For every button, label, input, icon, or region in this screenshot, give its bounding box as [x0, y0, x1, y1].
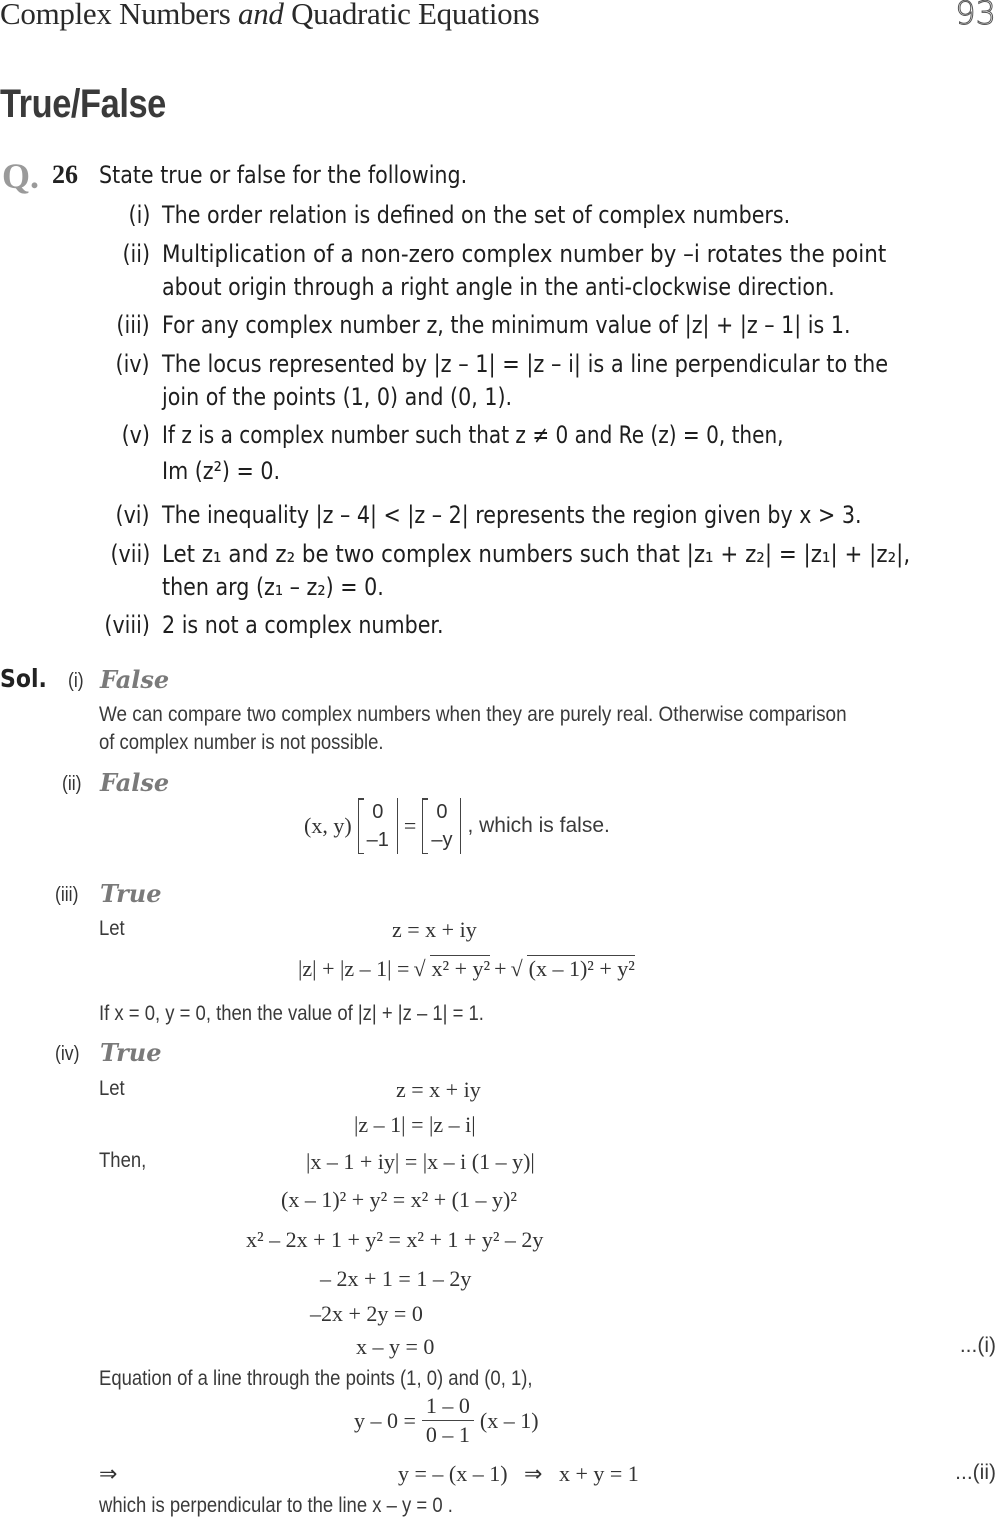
matrix-entry: –y — [431, 829, 453, 851]
item-text: then arg (z₁ – z₂) = 0. — [162, 573, 384, 601]
matrix-entry: 0 — [436, 801, 448, 823]
equation: x – y = 0 — [356, 1334, 435, 1359]
verdict-false: False — [100, 768, 170, 797]
header-title-part1: Complex Numbers — [0, 0, 231, 31]
solution-text: which is perpendicular to the line x – y = 0 . — [99, 1494, 453, 1517]
equation-tail: , which is false. — [467, 814, 610, 837]
item-text: about origin through a right angle in the anti-clockwise direction. — [162, 273, 835, 301]
item-label: (v) — [121, 421, 150, 449]
question-number: 26 — [52, 160, 78, 189]
item-text: The order relation is defined on the set of complex numbers. — [162, 201, 791, 229]
matrix-equation — [304, 798, 610, 854]
solution-marker: Sol. — [0, 664, 47, 693]
equation-lhs: y – 0 = — [354, 1407, 416, 1433]
page-number: 93 — [955, 0, 996, 32]
equation-lhs: (x, y) — [304, 813, 352, 838]
equals-sign: = — [403, 813, 417, 838]
implies-icon: ⇒ — [99, 1461, 118, 1486]
equation-tag: ...(ii) — [955, 1461, 996, 1484]
question-marker: Q. — [2, 156, 40, 196]
equation-tag: ...(i) — [959, 1334, 996, 1357]
solution-text: Equation of a line through the points (1, 0) and (0, 1), — [99, 1367, 533, 1390]
solution-text: If x = 0, y = 0, then the value of |z| + |z – 1| = 1. — [99, 1002, 484, 1025]
header-title-connector: and — [238, 0, 284, 31]
item-text: The locus represented by |z – 1| = |z – i| is a line perpendicular to the — [162, 350, 889, 378]
item-label: (iv) — [115, 350, 150, 378]
column-matrix — [358, 798, 398, 854]
item-label: (vi) — [115, 501, 150, 529]
sqrt-icon: √ — [510, 955, 523, 981]
solution-part-label: (ii) — [62, 773, 82, 795]
let-word: Let — [99, 1077, 125, 1100]
equation-lhs: |z| + |z – 1| = — [298, 955, 410, 981]
solution-text: We can compare two complex numbers when they are purely real. Otherwise comparison — [99, 703, 847, 726]
matrix-entry: –1 — [366, 829, 389, 851]
section-title: True/False — [0, 82, 166, 126]
running-header-title — [0, 0, 539, 32]
equation: y = – (x – 1) ⇒ x + y = 1 — [398, 1461, 639, 1486]
denominator: 0 – 1 — [425, 1422, 470, 1447]
plus-sign: + — [494, 955, 507, 981]
fraction — [422, 1392, 474, 1449]
equation: (x – 1)² + y² = x² + (1 – y)² — [281, 1187, 517, 1212]
verdict-true: True — [100, 879, 162, 908]
matrix-entry: 0 — [372, 801, 384, 823]
sqrt-icon: √ — [413, 955, 426, 981]
item-text: The inequality |z – 4| < |z – 2| represents the region given by x > 3. — [162, 501, 862, 529]
item-text: 2 is not a complex number. — [162, 611, 444, 639]
item-text: For any complex number z, the minimum value of |z| + |z – 1| is 1. — [162, 311, 851, 339]
equation: |x – 1 + iy| = |x – i (1 – y)| — [306, 1149, 535, 1174]
item-label: (ii) — [122, 240, 150, 268]
question-prompt: State true or false for the following. — [99, 161, 468, 189]
equation: z = x + iy — [396, 1077, 481, 1102]
equation: x² – 2x + 1 + y² = x² + 1 + y² – 2y — [246, 1227, 544, 1252]
item-text: Multiplication of a non-zero complex number by –i rotates the point — [162, 240, 887, 268]
equation: |z – 1| = |z – i| — [354, 1112, 476, 1137]
let-word: Let — [99, 917, 125, 940]
verdict-true: True — [100, 1038, 162, 1067]
item-text: join of the points (1, 0) and (0, 1). — [162, 383, 513, 411]
item-label: (iii) — [116, 311, 150, 339]
sqrt-arg: (x – 1)² + y² — [528, 956, 635, 981]
equation — [298, 955, 635, 982]
then-word: Then, — [99, 1149, 147, 1172]
equation: z = x + iy — [392, 917, 477, 942]
sqrt-arg: x² + y² — [431, 956, 491, 981]
fraction-equation — [354, 1392, 539, 1449]
solution-part-label: (i) — [68, 670, 84, 692]
solution-part-label: (iv) — [55, 1043, 80, 1065]
solution-part-label: (iii) — [55, 884, 79, 906]
header-title-part2: Quadratic Equations — [291, 0, 540, 31]
solution-text: of complex number is not possible. — [99, 731, 384, 754]
equation: –2x + 2y = 0 — [310, 1301, 423, 1326]
verdict-false: False — [100, 665, 170, 694]
item-label: (viii) — [104, 611, 150, 639]
item-label: (i) — [128, 201, 150, 229]
item-text: Im (z²) = 0. — [162, 457, 281, 485]
numerator: 1 – 0 — [422, 1392, 474, 1421]
item-label: (vii) — [110, 540, 150, 568]
equation-rhs: (x – 1) — [479, 1407, 539, 1433]
item-text: If z is a complex number such that z ≠ 0 and Re (z) = 0, then, — [162, 421, 784, 449]
equation: – 2x + 1 = 1 – 2y — [320, 1266, 472, 1291]
item-text: Let z₁ and z₂ be two complex numbers such that |z₁ + z₂| = |z₁| + |z₂|, — [162, 540, 911, 568]
column-matrix — [422, 798, 461, 854]
